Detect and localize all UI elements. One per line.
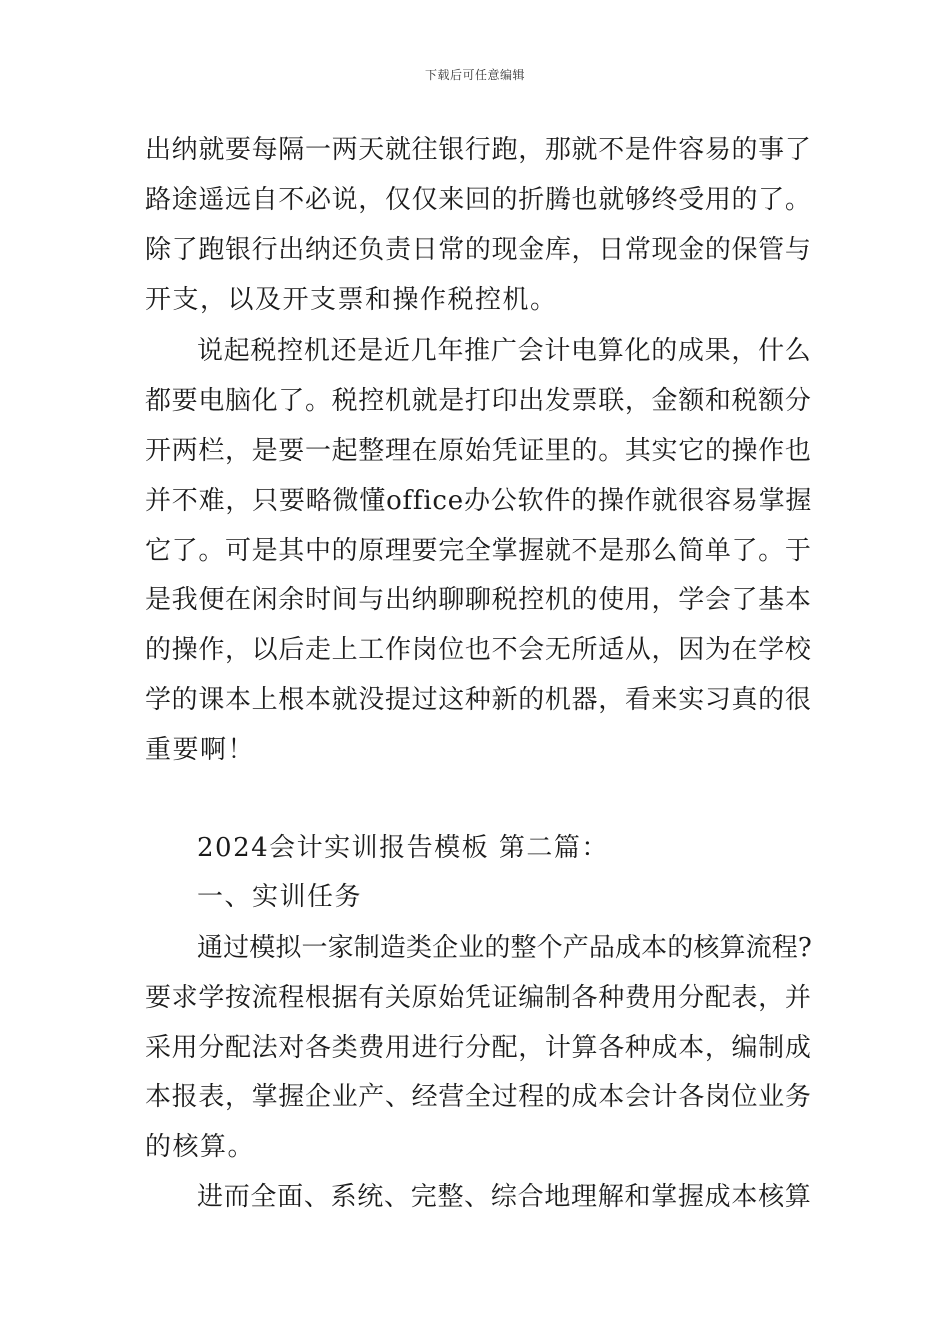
paragraph-line: 本报表，掌握企业产、经营全过程的成本会计各岗位业务 [145,1082,812,1112]
paragraph-line: 是我便在闲余时间与出纳聊聊税控机的使用，学会了基本 [145,585,812,615]
paragraph-line: 的核算。 [145,1132,256,1162]
paragraph-line: 进而全面、系统、完整、综合地理解和掌握成本核算 [197,1182,812,1212]
paragraph-line: 开支，以及开支票和操作税控机。 [145,285,558,315]
paragraph-line: 除了跑银行出纳还负责日常的现金库，日常现金的保管与 [145,235,812,265]
paragraph-line: 开两栏，是要一起整理在原始凭证里的。其实它的操作也 [145,436,812,466]
paragraph-line: 出纳就要每隔一两天就往银行跑，那就不是件容易的事了 [145,135,812,165]
paragraph-line: 说起税控机还是近几年推广会计电算化的成果，什么 [197,336,812,366]
paragraph-line: 要求学按流程根据有关原始凭证编制各种费用分配表，并 [145,983,812,1013]
paragraph-line: 都要电脑化了。税控机就是打印出发票联，金额和税额分 [145,386,812,416]
paragraph-line: 它了。可是其中的原理要完全掌握就不是那么简单了。于 [145,536,812,566]
paragraph-line: 并不难，只要略微懂office办公软件的操作就很容易掌握 [145,486,813,516]
paragraph-line: 路途遥远自不必说，仅仅来回的折腾也就够终受用的了。 [145,185,812,215]
section-title: 2024会计实训报告模板 第二篇： [197,833,609,863]
section-heading: 一、实训任务 [197,882,363,912]
paragraph-line: 采用分配法对各类费用进行分配，计算各种成本，编制成 [145,1033,812,1063]
header-note: 下载后可任意编辑 [424,68,525,82]
paragraph-line: 的操作，以后走上工作岗位也不会无所适从，因为在学校 [145,635,812,665]
paragraph-line: 学的课本上根本就没提过这种新的机器，看来实习真的很 [145,685,812,715]
paragraph-line: 重要啊！ [145,735,256,765]
paragraph-line: 通过模拟一家制造类企业的整个产品成本的核算流程? [197,933,812,963]
